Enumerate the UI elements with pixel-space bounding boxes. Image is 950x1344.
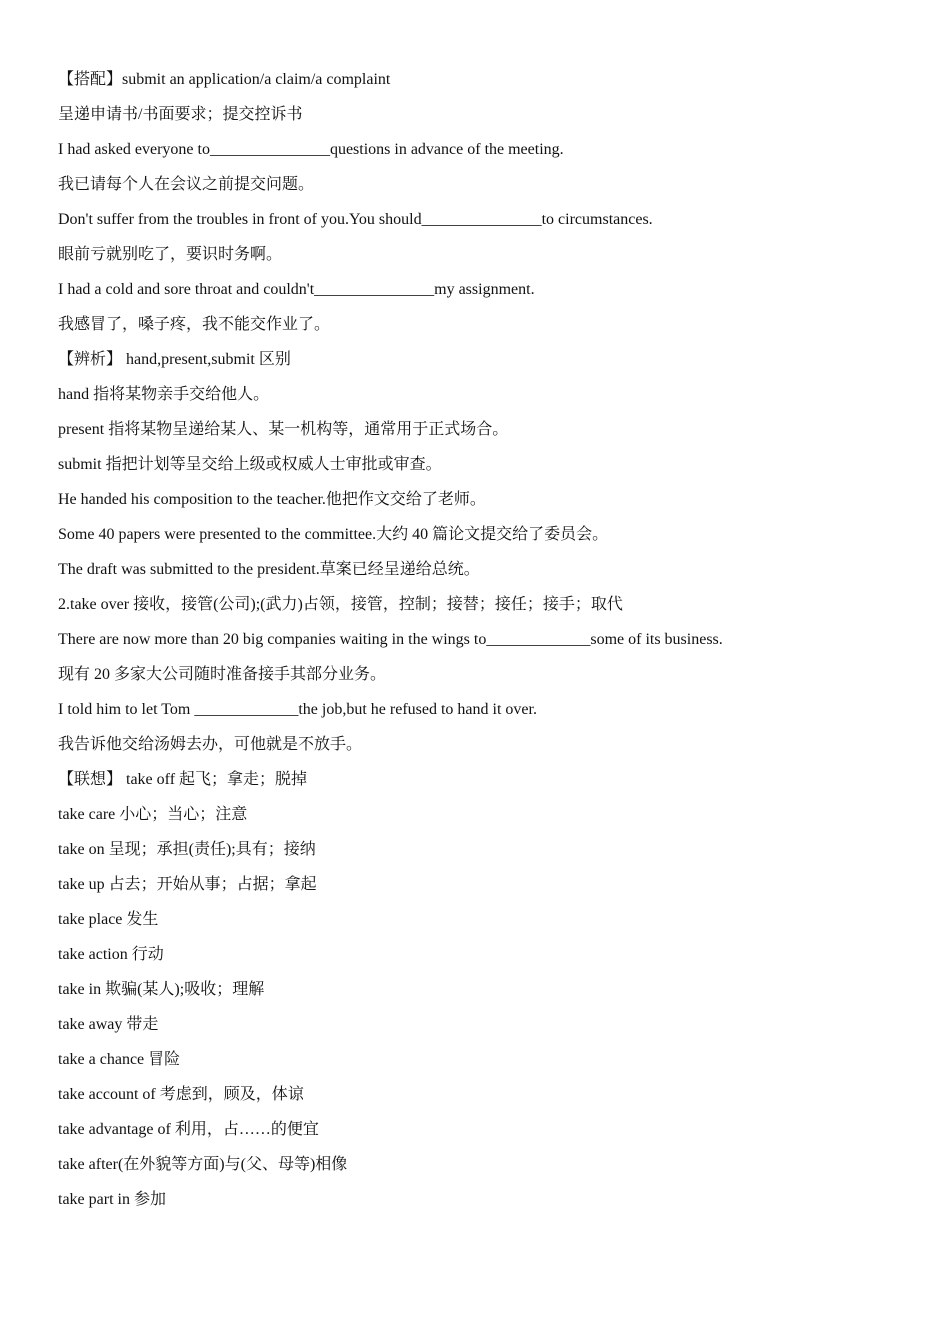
phrase-item: take in 欺骗(某人);吸收；理解 [58, 981, 265, 998]
distinction-submit: submit 指把计划等呈交给上级或权威人士审批或审查。 [58, 456, 442, 473]
phrase-item: take after(在外貌等方面)与(父、母等)相像 [58, 1156, 348, 1173]
collocation-heading: 【搭配】submit an application/a claim/a complaint [58, 71, 391, 88]
example-translation: 我告诉他交给汤姆去办，可他就是不放手。 [58, 736, 363, 753]
example-sentence: Don't suffer from the troubles in front of you.You should_______________to circumstances. [58, 211, 653, 228]
example-sentence: There are now more than 20 big companies waiting in the wings to_____________some of its business. [58, 631, 723, 648]
example-translation: 我感冒了，嗓子疼，我不能交作业了。 [58, 316, 331, 333]
example-translation: 眼前亏就别吃了，要识时务啊。 [58, 246, 283, 263]
example-sentence: I had asked everyone to_______________questions in advance of the meeting. [58, 141, 564, 158]
phrase-item: take on 呈现；承担(责任);具有；接纳 [58, 841, 316, 858]
collocation-translation: 呈递申请书/书面要求；提交控诉书 [58, 106, 303, 123]
phrase-item: take up 占去；开始从事；占据；拿起 [58, 876, 317, 893]
phrase-item: take care 小心；当心；注意 [58, 806, 248, 823]
example-sentence: The draft was submitted to the president.草案已经呈递给总统。 [58, 561, 480, 578]
entry-take-over: 2.take over 接收，接管(公司);(武力)占领，接管，控制；接替；接任；接手；取代 [58, 596, 623, 613]
distinction-present: present 指将某物呈递给某人、某一机构等，通常用于正式场合。 [58, 421, 509, 438]
example-translation: 现有 20 多家大公司随时准备接手其部分业务。 [58, 666, 387, 683]
document-page [58, 66, 918, 1221]
phrase-item: take place 发生 [58, 911, 159, 928]
phrase-item: take action 行动 [58, 946, 164, 963]
example-sentence: I had a cold and sore throat and couldn't_______________my assignment. [58, 281, 535, 298]
example-translation: 我已请每个人在会议之前提交问题。 [58, 176, 315, 193]
phrase-item: take account of 考虑到，顾及，体谅 [58, 1086, 304, 1103]
phrase-item: take a chance 冒险 [58, 1051, 181, 1068]
phrase-item: take away 带走 [58, 1016, 159, 1033]
association-heading: 【联想】 take off 起飞；拿走；脱掉 [58, 771, 308, 788]
example-sentence: He handed his composition to the teacher.他把作文交给了老师。 [58, 491, 486, 508]
distinction-hand: hand 指将某物亲手交给他人。 [58, 386, 270, 403]
distinction-heading: 【辨析】 hand,present,submit 区别 [58, 351, 291, 368]
phrase-item: take part in 参加 [58, 1191, 166, 1208]
phrase-item: take advantage of 利用，占……的便宜 [58, 1121, 319, 1138]
example-sentence: Some 40 papers were presented to the committee.大约 40 篇论文提交给了委员会。 [58, 526, 609, 543]
example-sentence: I told him to let Tom _____________the job,but he refused to hand it over. [58, 701, 537, 718]
